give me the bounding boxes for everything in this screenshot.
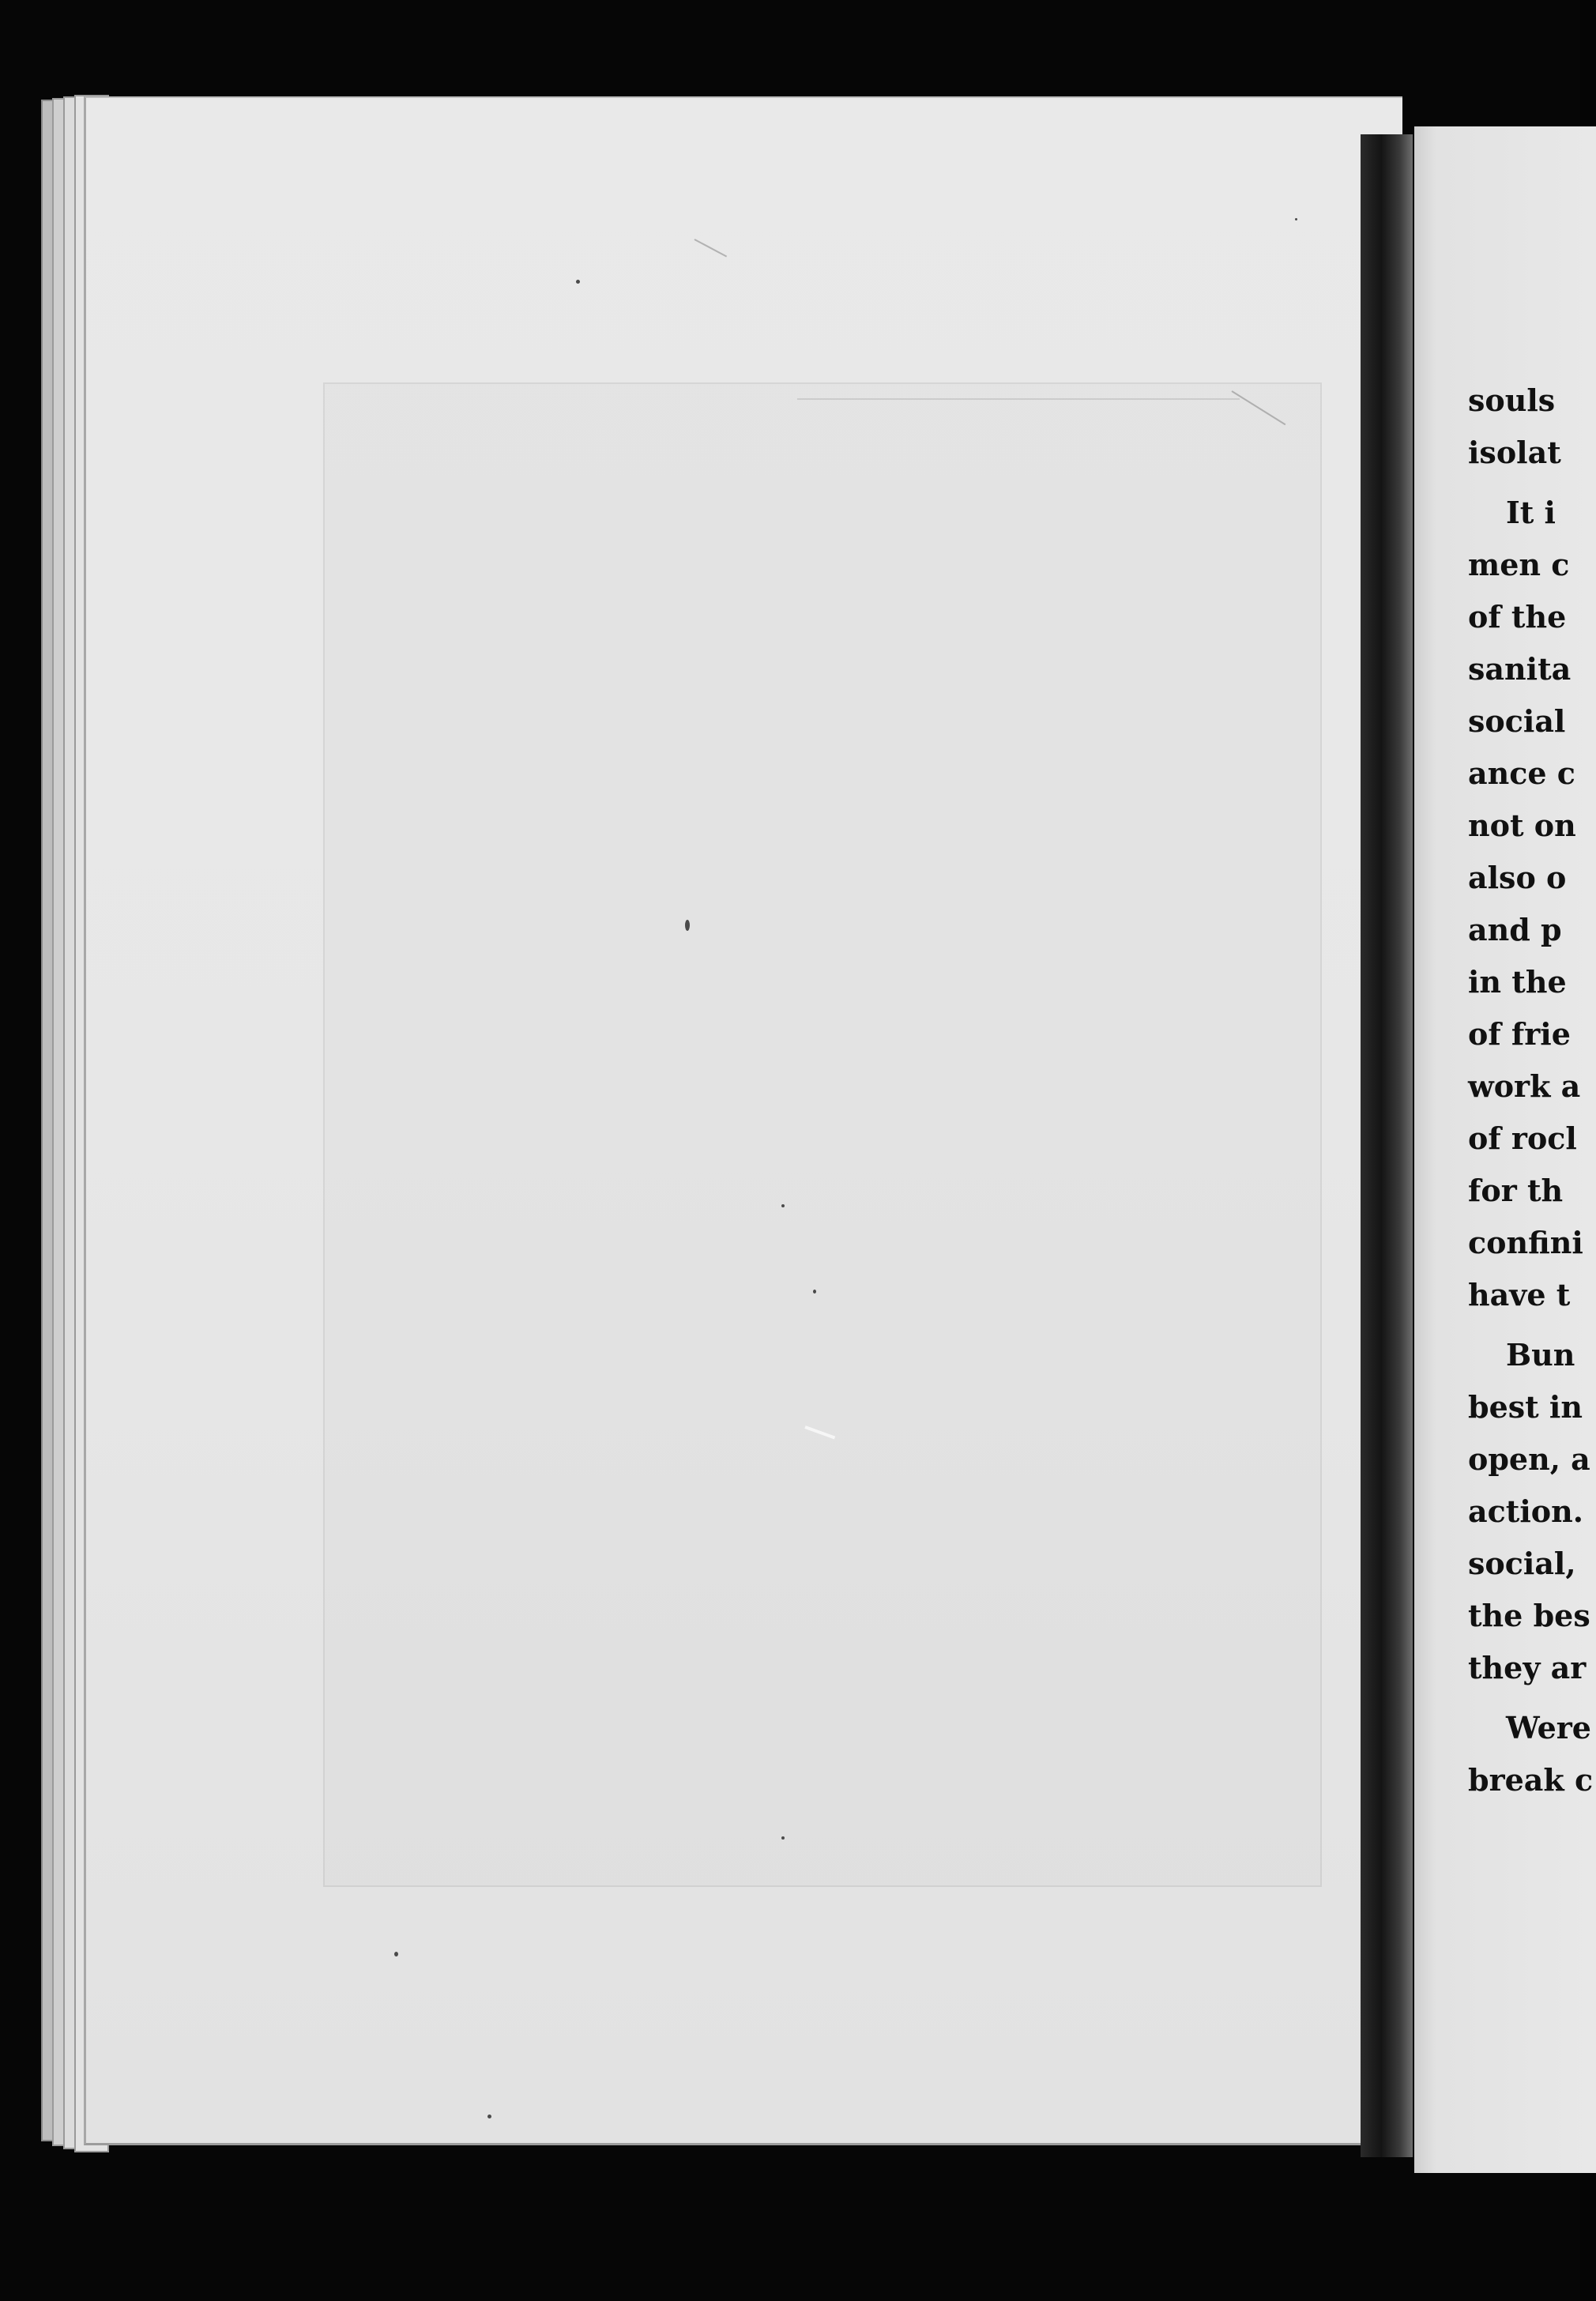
dust-speck: [1295, 218, 1297, 220]
text-line: have t: [1468, 1277, 1571, 1312]
text-line: Bun: [1506, 1337, 1575, 1373]
text-line: sanita: [1468, 651, 1572, 687]
dust-speck: [781, 1204, 785, 1207]
text-line: souls: [1468, 382, 1556, 418]
blank-left-page: [84, 96, 1402, 2145]
text-line: ance c: [1468, 755, 1575, 791]
text-line: of rocl: [1468, 1120, 1577, 1156]
text-line: It i: [1506, 495, 1556, 530]
text-line: of frie: [1468, 1016, 1571, 1052]
text-line: not on: [1468, 808, 1576, 843]
text-line: isolat: [1468, 435, 1561, 470]
dust-speck: [487, 2115, 491, 2118]
right-page-text-fragment: [1414, 126, 1596, 2173]
dust-speck: [781, 1836, 785, 1840]
text-line: men c: [1468, 547, 1570, 582]
dust-speck: [394, 1952, 398, 1956]
text-line: Were: [1506, 1710, 1591, 1746]
text-line: break c: [1468, 1762, 1594, 1798]
text-line: of the: [1468, 599, 1567, 635]
dust-speck: [576, 280, 580, 284]
text-line: work a: [1468, 1068, 1581, 1104]
text-line: social: [1468, 703, 1566, 739]
paper-scratch: [694, 239, 728, 257]
text-line: the bes: [1468, 1598, 1590, 1633]
text-line: social,: [1468, 1546, 1576, 1581]
text-line: action.: [1468, 1493, 1583, 1529]
text-line: and p: [1468, 912, 1562, 947]
book-gutter: [1361, 134, 1413, 2157]
paper-scratch: [797, 398, 1240, 400]
text-line: in the: [1468, 964, 1567, 1000]
text-line: best in: [1468, 1389, 1583, 1425]
text-line: they ar: [1468, 1650, 1587, 1685]
text-line: confini: [1468, 1225, 1583, 1260]
text-line: also o: [1468, 860, 1567, 895]
text-line: open, a: [1468, 1441, 1590, 1477]
dust-speck: [685, 920, 690, 931]
dust-speck: [813, 1290, 816, 1294]
text-line: for th: [1468, 1173, 1564, 1208]
show-through-illustration-border: [323, 382, 1322, 1887]
